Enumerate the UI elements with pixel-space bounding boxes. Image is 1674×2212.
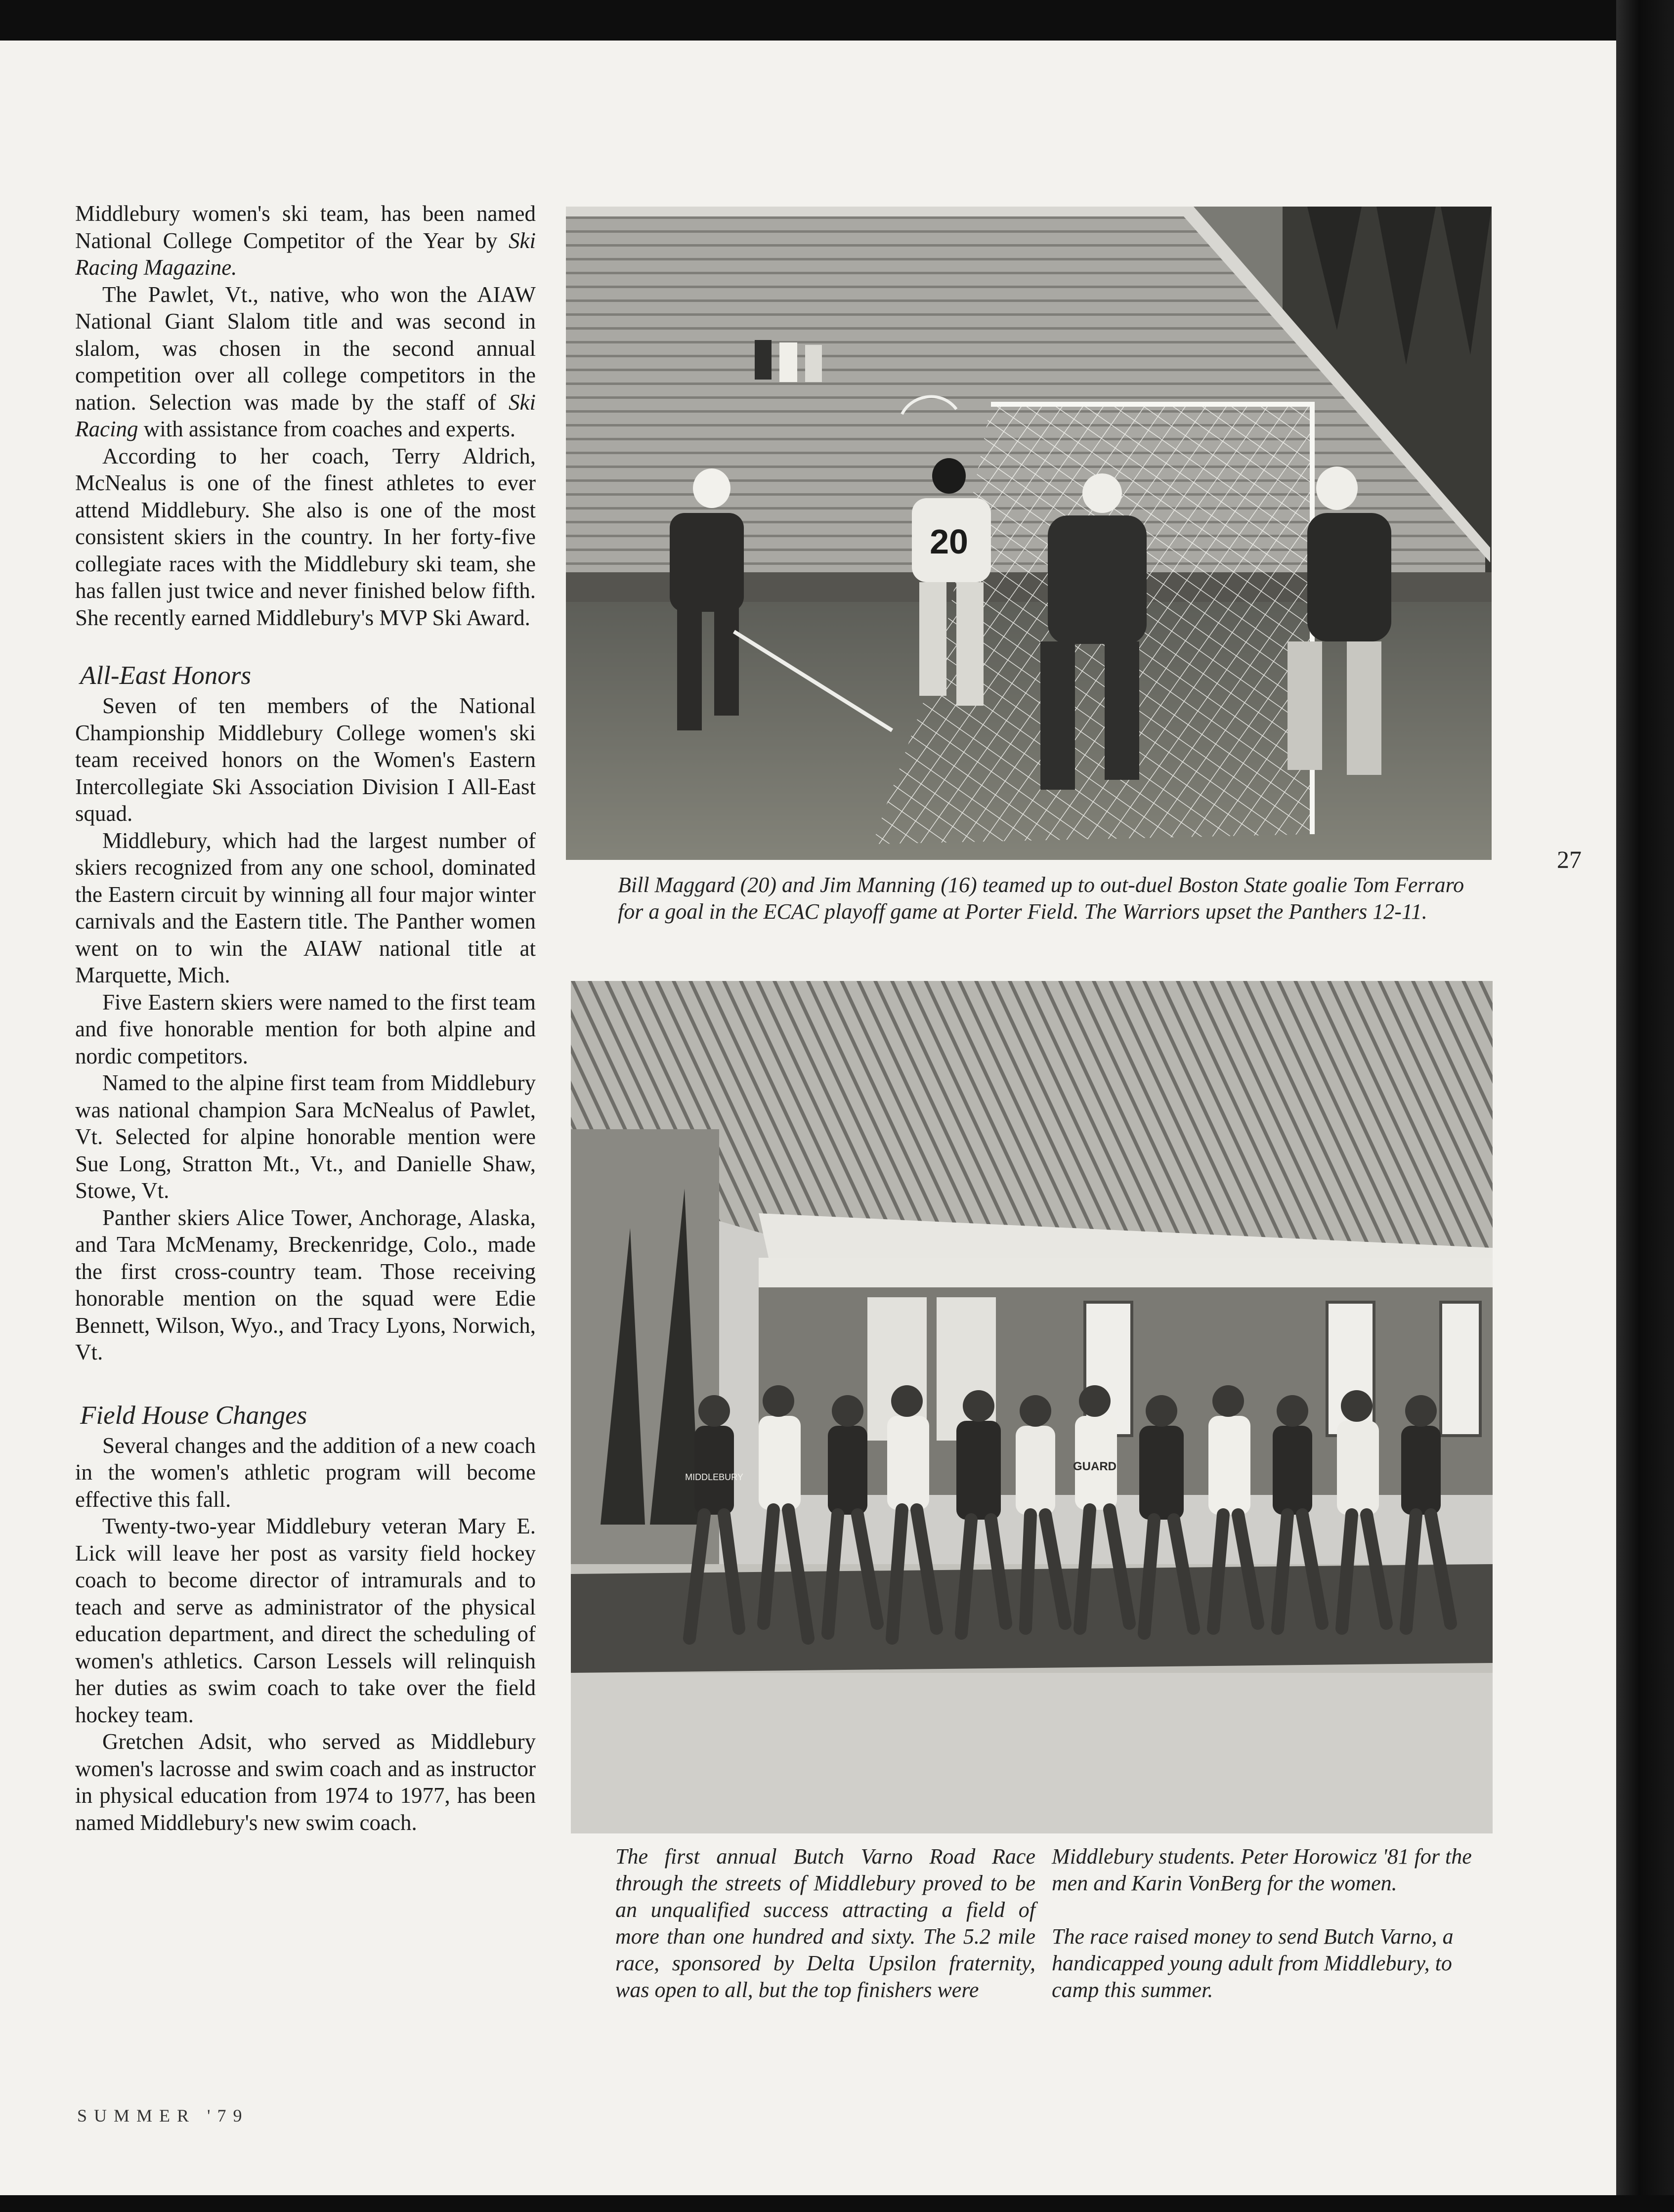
paragraph: Several changes and the addition of a new coach in the women's athletic program will become effective this fall. — [75, 1433, 536, 1512]
road-race-caption-right — [1052, 1843, 1474, 2003]
road-race-photo — [571, 981, 1493, 1833]
paragraph: Seven of ten members of the National Championship Middlebury College women's ski team received honors on the Women's Eastern Intercollegiate Ski Association Division I All-East squad. — [75, 693, 536, 826]
scan-bottom-border — [0, 2195, 1674, 2212]
lacrosse-photo-caption: Bill Maggard (20) and Jim Manning (16) teamed up to out-duel Boston State goalie Tom Ferraro for a goal in the ECAC playoff game at Porter Field. The Warriors upset the Panthers 12-11. — [618, 873, 1464, 924]
paragraph: According to her coach, Terry Aldrich, McNealus is one of the finest athletes to ever attend Middlebury. She also is one of the most consistent skiers in the country. In her forty-five collegiate races with the Middlebury ski team, she has fallen just twice and never finished below fifth. She recently earned Middlebury's MVP Ski Award. — [75, 443, 536, 630]
caption-paragraph: The race raised money to send Butch Varno, a handicapped young adult from Middlebury, to camp this summer. — [1052, 1924, 1454, 2002]
text: with assistance from coaches and experts. — [138, 417, 515, 441]
road-race-photo-image — [571, 981, 1493, 1833]
caption-paragraph: Middlebury students. Peter Horowicz '81 for the men and Karin VonBerg for the women. — [1052, 1844, 1472, 1895]
paragraph: Panther skiers Alice Tower, Anchorage, Alaska, and Tara McMenamy, Breckenridge, Colo., made the first cross-country team. Those receiving honorable mention on the squad were Edie Bennett, Wilson, Wyo., and Tracy Lyons, Norwich, Vt. — [75, 1205, 536, 1364]
paragraph — [75, 200, 536, 281]
lacrosse-photo — [566, 207, 1492, 860]
runner-shirt-text: GUARD — [1073, 1460, 1116, 1473]
paragraph: Twenty-two-year Middlebury veteran Mary E. Lick will leave her post as varsity field hockey coach to become director of intramurals and to teach and serve as administrator of the physical education department, and direct the scheduling of women's athletics. Carson Lessels will relinquish her duties as swim coach to take over the field hockey team. — [75, 1514, 536, 1727]
text: The Pawlet, Vt., native, who won the AIAW National Giant Slalom title and was second in slalom, was chosen in the second annual competition over all college competitors in the nation. Selection was made by the staff of — [75, 282, 536, 415]
road-race-caption-left: The first annual Butch Varno Road Race through the streets of Middlebury proved to be an unqualified success attracting a field of more than one hundred and sixty. The 5.2 mile race, sponsored by Delta Upsilon fraternity, was open to all, but the top finishers were — [615, 1844, 1035, 2002]
text: Middlebury women's ski team, has been named National College Competitor of the Year by — [75, 201, 536, 253]
scan-right-border — [1616, 0, 1674, 2212]
lacrosse-photo-image — [566, 207, 1492, 860]
paragraph: Middlebury, which had the largest number of skiers recognized from any one school, dominated the Eastern circuit by winning all four major winter carnivals and the Eastern title. The Panther women went on to win the AIAW national title at Marquette, Mich. — [75, 828, 536, 987]
page-number: 27 — [1557, 846, 1582, 873]
paragraph: Named to the alpine first team from Middlebury was national champion Sara McNealus of Pawlet, Vt. Selected for alpine honorable mention were Sue Long, Stratton Mt., Vt., and Danielle Shaw, Stowe, Vt. — [75, 1070, 536, 1203]
magazine-title: Ski Racing — [75, 389, 536, 441]
scan-top-border — [0, 0, 1674, 41]
jersey-number: 20 — [930, 522, 968, 561]
magazine-title: Ski Racing Magazine. — [75, 228, 536, 280]
runner-shirt-text: MIDDLEBURY — [685, 1472, 743, 1482]
paragraph: Gretchen Adsit, who served as Middlebury women's lacrosse and swim coach and as instructor in physical education from 1974 to 1977, has been named Middlebury's new swim coach. — [75, 1729, 536, 1835]
paragraph: Five Eastern skiers were named to the first team and five honorable mention for both alpine and nordic competitors. — [75, 989, 536, 1068]
section-heading: Field House Changes — [80, 1401, 307, 1430]
issue-footer: SUMMER '79 — [77, 2106, 249, 2126]
paragraph — [75, 281, 536, 443]
caption-gap — [1052, 1897, 1474, 1923]
section-heading: All-East Honors — [80, 661, 251, 690]
article-column — [75, 200, 536, 1836]
